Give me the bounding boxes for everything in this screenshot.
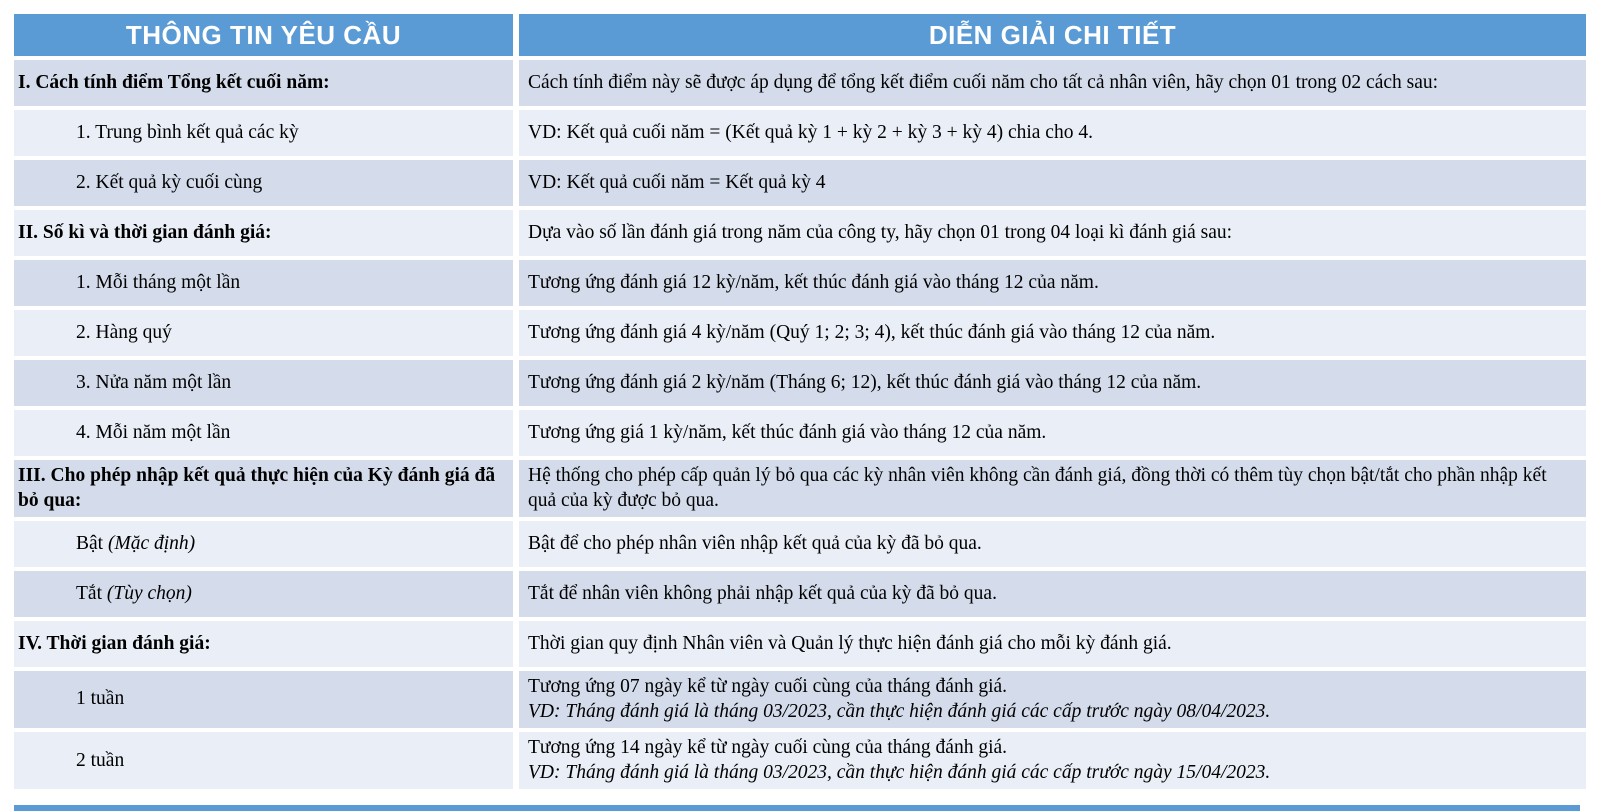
detail-explanation-cell [519, 360, 1586, 406]
section-title-cell [14, 210, 513, 256]
detail-explanation-cell [519, 160, 1586, 206]
table-row [14, 521, 1586, 567]
section-title-cell [14, 60, 513, 106]
table-row [14, 260, 1586, 306]
label-text: I. Cách tính điểm Tổng kết cuối năm: [18, 71, 330, 93]
detail-explanation-cell [519, 310, 1586, 356]
table-row [14, 671, 1586, 728]
option-label-cell [14, 732, 513, 789]
detail-line: Tương ứng đánh giá 12 kỳ/năm, kết thúc đánh giá vào tháng 12 của năm. [528, 271, 1099, 293]
label-text: IV. Thời gian đánh giá: [18, 632, 211, 654]
label-text: 2 tuần [76, 749, 125, 771]
option-label-cell [14, 571, 513, 617]
option-label-cell [14, 260, 513, 306]
label-text: 1. Trung bình kết quả các kỳ [76, 121, 299, 143]
detail-explanation-cell [519, 260, 1586, 306]
table-row [14, 410, 1586, 456]
column-header-detail-explanation: DIỄN GIẢI CHI TIẾT [519, 14, 1586, 56]
label-text: (Mặc định) [107, 532, 196, 554]
requirements-table [8, 10, 1592, 793]
option-label-cell [14, 110, 513, 156]
detail-line: Tắt để nhân viên không phải nhập kết quả của kỳ đã bỏ qua. [528, 582, 997, 604]
detail-line: Tương ứng 07 ngày kể từ ngày cuối cùng của tháng đánh giá. [528, 676, 1008, 698]
table-row [14, 60, 1586, 106]
detail-line: Tương ứng đánh giá 4 kỳ/năm (Quý 1; 2; 3; 4), kết thúc đánh giá vào tháng 12 của năm. [528, 321, 1216, 343]
option-label-cell [14, 410, 513, 456]
label-text: (Tùy chọn) [106, 582, 192, 604]
column-header-request-info: THÔNG TIN YÊU CẦU [14, 14, 513, 56]
table-row [14, 571, 1586, 617]
detail-line: Tương ứng đánh giá 2 kỳ/năm (Tháng 6; 12), kết thúc đánh giá vào tháng 12 của năm. [528, 371, 1202, 393]
table-header [14, 14, 1586, 56]
option-label-cell [14, 360, 513, 406]
detail-line: VD: Kết quả cuối năm = (Kết quả kỳ 1 + kỳ 2 + kỳ 3 + kỳ 4) chia cho 4. [528, 121, 1093, 143]
detail-explanation-cell [519, 521, 1586, 567]
option-label-cell [14, 310, 513, 356]
label-text: 3. Nửa năm một lần [76, 371, 232, 393]
detail-line: Tương ứng 14 ngày kể từ ngày cuối cùng của tháng đánh giá. [528, 737, 1008, 759]
option-label-cell [14, 521, 513, 567]
table-row [14, 360, 1586, 406]
table-row [14, 732, 1586, 789]
table-row [14, 621, 1586, 667]
section-title-cell [14, 621, 513, 667]
detail-explanation-cell [519, 732, 1586, 789]
detail-line: Thời gian quy định Nhân viên và Quản lý thực hiện đánh giá cho mỗi kỳ đánh giá. [528, 632, 1172, 654]
label-text: 1 tuần [76, 688, 125, 710]
label-text: Bật [76, 532, 108, 554]
table-row [14, 110, 1586, 156]
detail-line: Cách tính điểm này sẽ được áp dụng để tổng kết điểm cuối năm cho tất cả nhân viên, hãy chọn 01 trong 02 cách sau: [528, 71, 1439, 93]
option-label-cell [14, 671, 513, 728]
table-row [14, 310, 1586, 356]
table-row [14, 160, 1586, 206]
label-text: 1. Mỗi tháng một lần [76, 271, 241, 293]
next-row-top-sliver [14, 805, 1580, 811]
label-text: Tắt [76, 582, 107, 604]
detail-line: Tương ứng giá 1 kỳ/năm, kết thúc đánh giá vào tháng 12 của năm. [528, 421, 1047, 443]
detail-explanation-cell [519, 410, 1586, 456]
detail-explanation-cell [519, 460, 1586, 517]
table-row [14, 460, 1586, 517]
detail-explanation-cell [519, 571, 1586, 617]
label-text: II. Số kì và thời gian đánh giá: [18, 221, 272, 243]
label-text: III. Cho phép nhập kết quả thực hiện của Kỳ đánh giá đã bỏ qua: [18, 465, 496, 511]
detail-line: VD: Kết quả cuối năm = Kết quả kỳ 4 [528, 171, 826, 193]
label-text: 4. Mỗi năm một lần [76, 421, 231, 443]
detail-explanation-cell [519, 60, 1586, 106]
detail-explanation-cell [519, 621, 1586, 667]
option-label-cell [14, 160, 513, 206]
label-text: 2. Kết quả kỳ cuối cùng [76, 171, 263, 193]
label-text: 2. Hàng quý [76, 321, 172, 343]
detail-line: Hệ thống cho phép cấp quản lý bỏ qua các kỳ nhân viên không cần đánh giá, đồng thời có thêm tùy chọn bật/tắt cho phần nhập kết quả của kỳ được bỏ qua. [528, 465, 1547, 511]
detail-line: Dựa vào số lần đánh giá trong năm của công ty, hãy chọn 01 trong 04 loại kì đánh giá sau: [528, 221, 1233, 243]
table-body [14, 60, 1586, 789]
table-row [14, 210, 1586, 256]
detail-explanation-cell [519, 671, 1586, 728]
detail-line: VD: Tháng đánh giá là tháng 03/2023, cần thực hiện đánh giá các cấp trước ngày 08/04/2023. [528, 700, 1271, 722]
detail-line: Bật để cho phép nhân viên nhập kết quả của kỳ đã bỏ qua. [528, 532, 982, 554]
header-row [14, 14, 1586, 56]
detail-explanation-cell [519, 210, 1586, 256]
section-title-cell [14, 460, 513, 517]
detail-line: VD: Tháng đánh giá là tháng 03/2023, cần thực hiện đánh giá các cấp trước ngày 15/04/2023. [528, 761, 1271, 783]
detail-explanation-cell [519, 110, 1586, 156]
